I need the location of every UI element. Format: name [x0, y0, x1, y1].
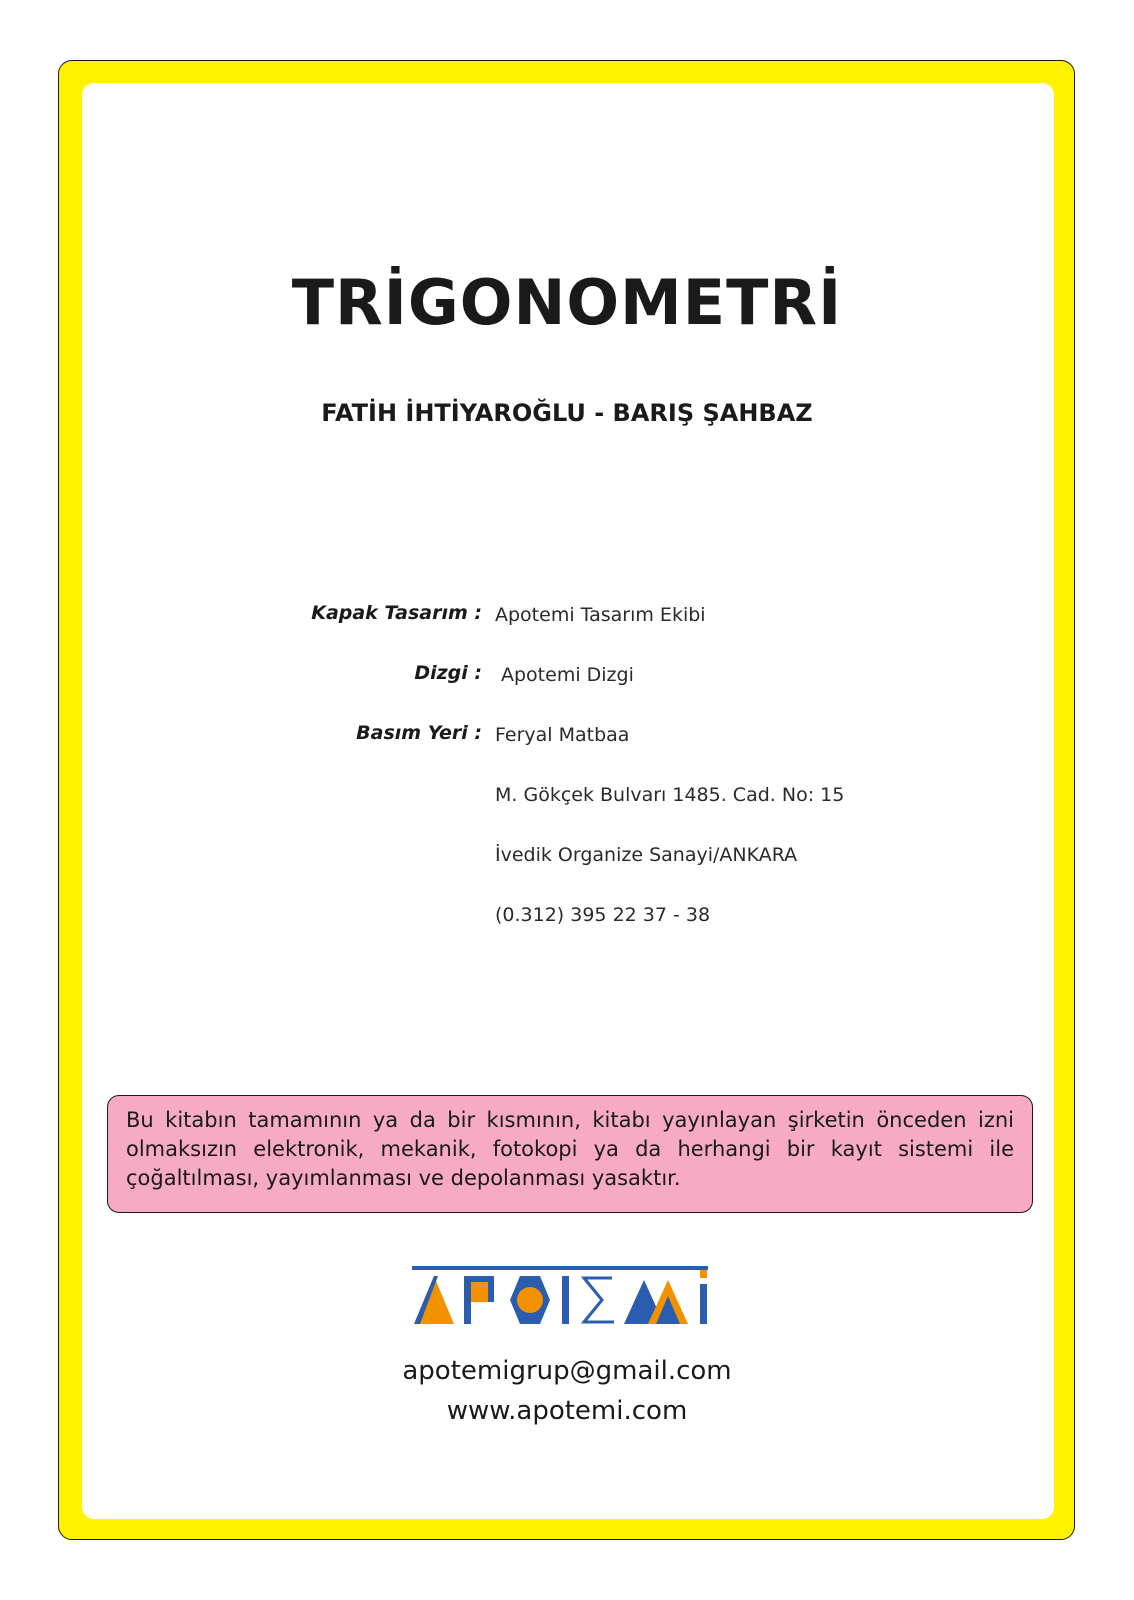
typesetting-label: Dizgi : — [414, 662, 482, 684]
credit-row-printing — [62, 722, 482, 752]
book-title: TRİGONOMETRİ — [291, 266, 843, 339]
apotemi-logo — [412, 1266, 730, 1326]
copyright-notice: Bu kitabın tamamının ya da bir kısmının, kitabı yayınlayan şirketin önceden izni olmaksızın elektronik, mekanik, fotokopi ya da herhangi bir kayıt sistemi ile çoğaltılması, yayımlanması ve depolanması yasaktır. — [107, 1095, 1033, 1213]
cover-design-label: Kapak Tasarım : — [311, 602, 482, 624]
credit-row-typesetting — [62, 662, 482, 692]
cover-design-value: Apotemi Tasarım Ekibi — [495, 604, 706, 626]
printing-name: Feryal Matbaa — [495, 724, 630, 746]
publisher-website[interactable]: www.apotemi.com — [446, 1396, 688, 1426]
printing-label: Basım Yeri : — [356, 722, 482, 744]
book-authors: FATİH İHTİYAROĞLU - BARIŞ ŞAHBAZ — [321, 399, 813, 427]
typesetting-value: Apotemi Dizgi — [501, 664, 634, 686]
printing-address-1: M. Gökçek Bulvarı 1485. Cad. No: 15 — [495, 784, 845, 806]
publisher-email[interactable]: apotemigrup@gmail.com — [402, 1356, 732, 1386]
credit-row-cover — [62, 602, 482, 632]
printing-phone: (0.312) 395 22 37 - 38 — [495, 904, 711, 926]
printing-address-2: İvedik Organize Sanayi/ANKARA — [495, 844, 798, 866]
